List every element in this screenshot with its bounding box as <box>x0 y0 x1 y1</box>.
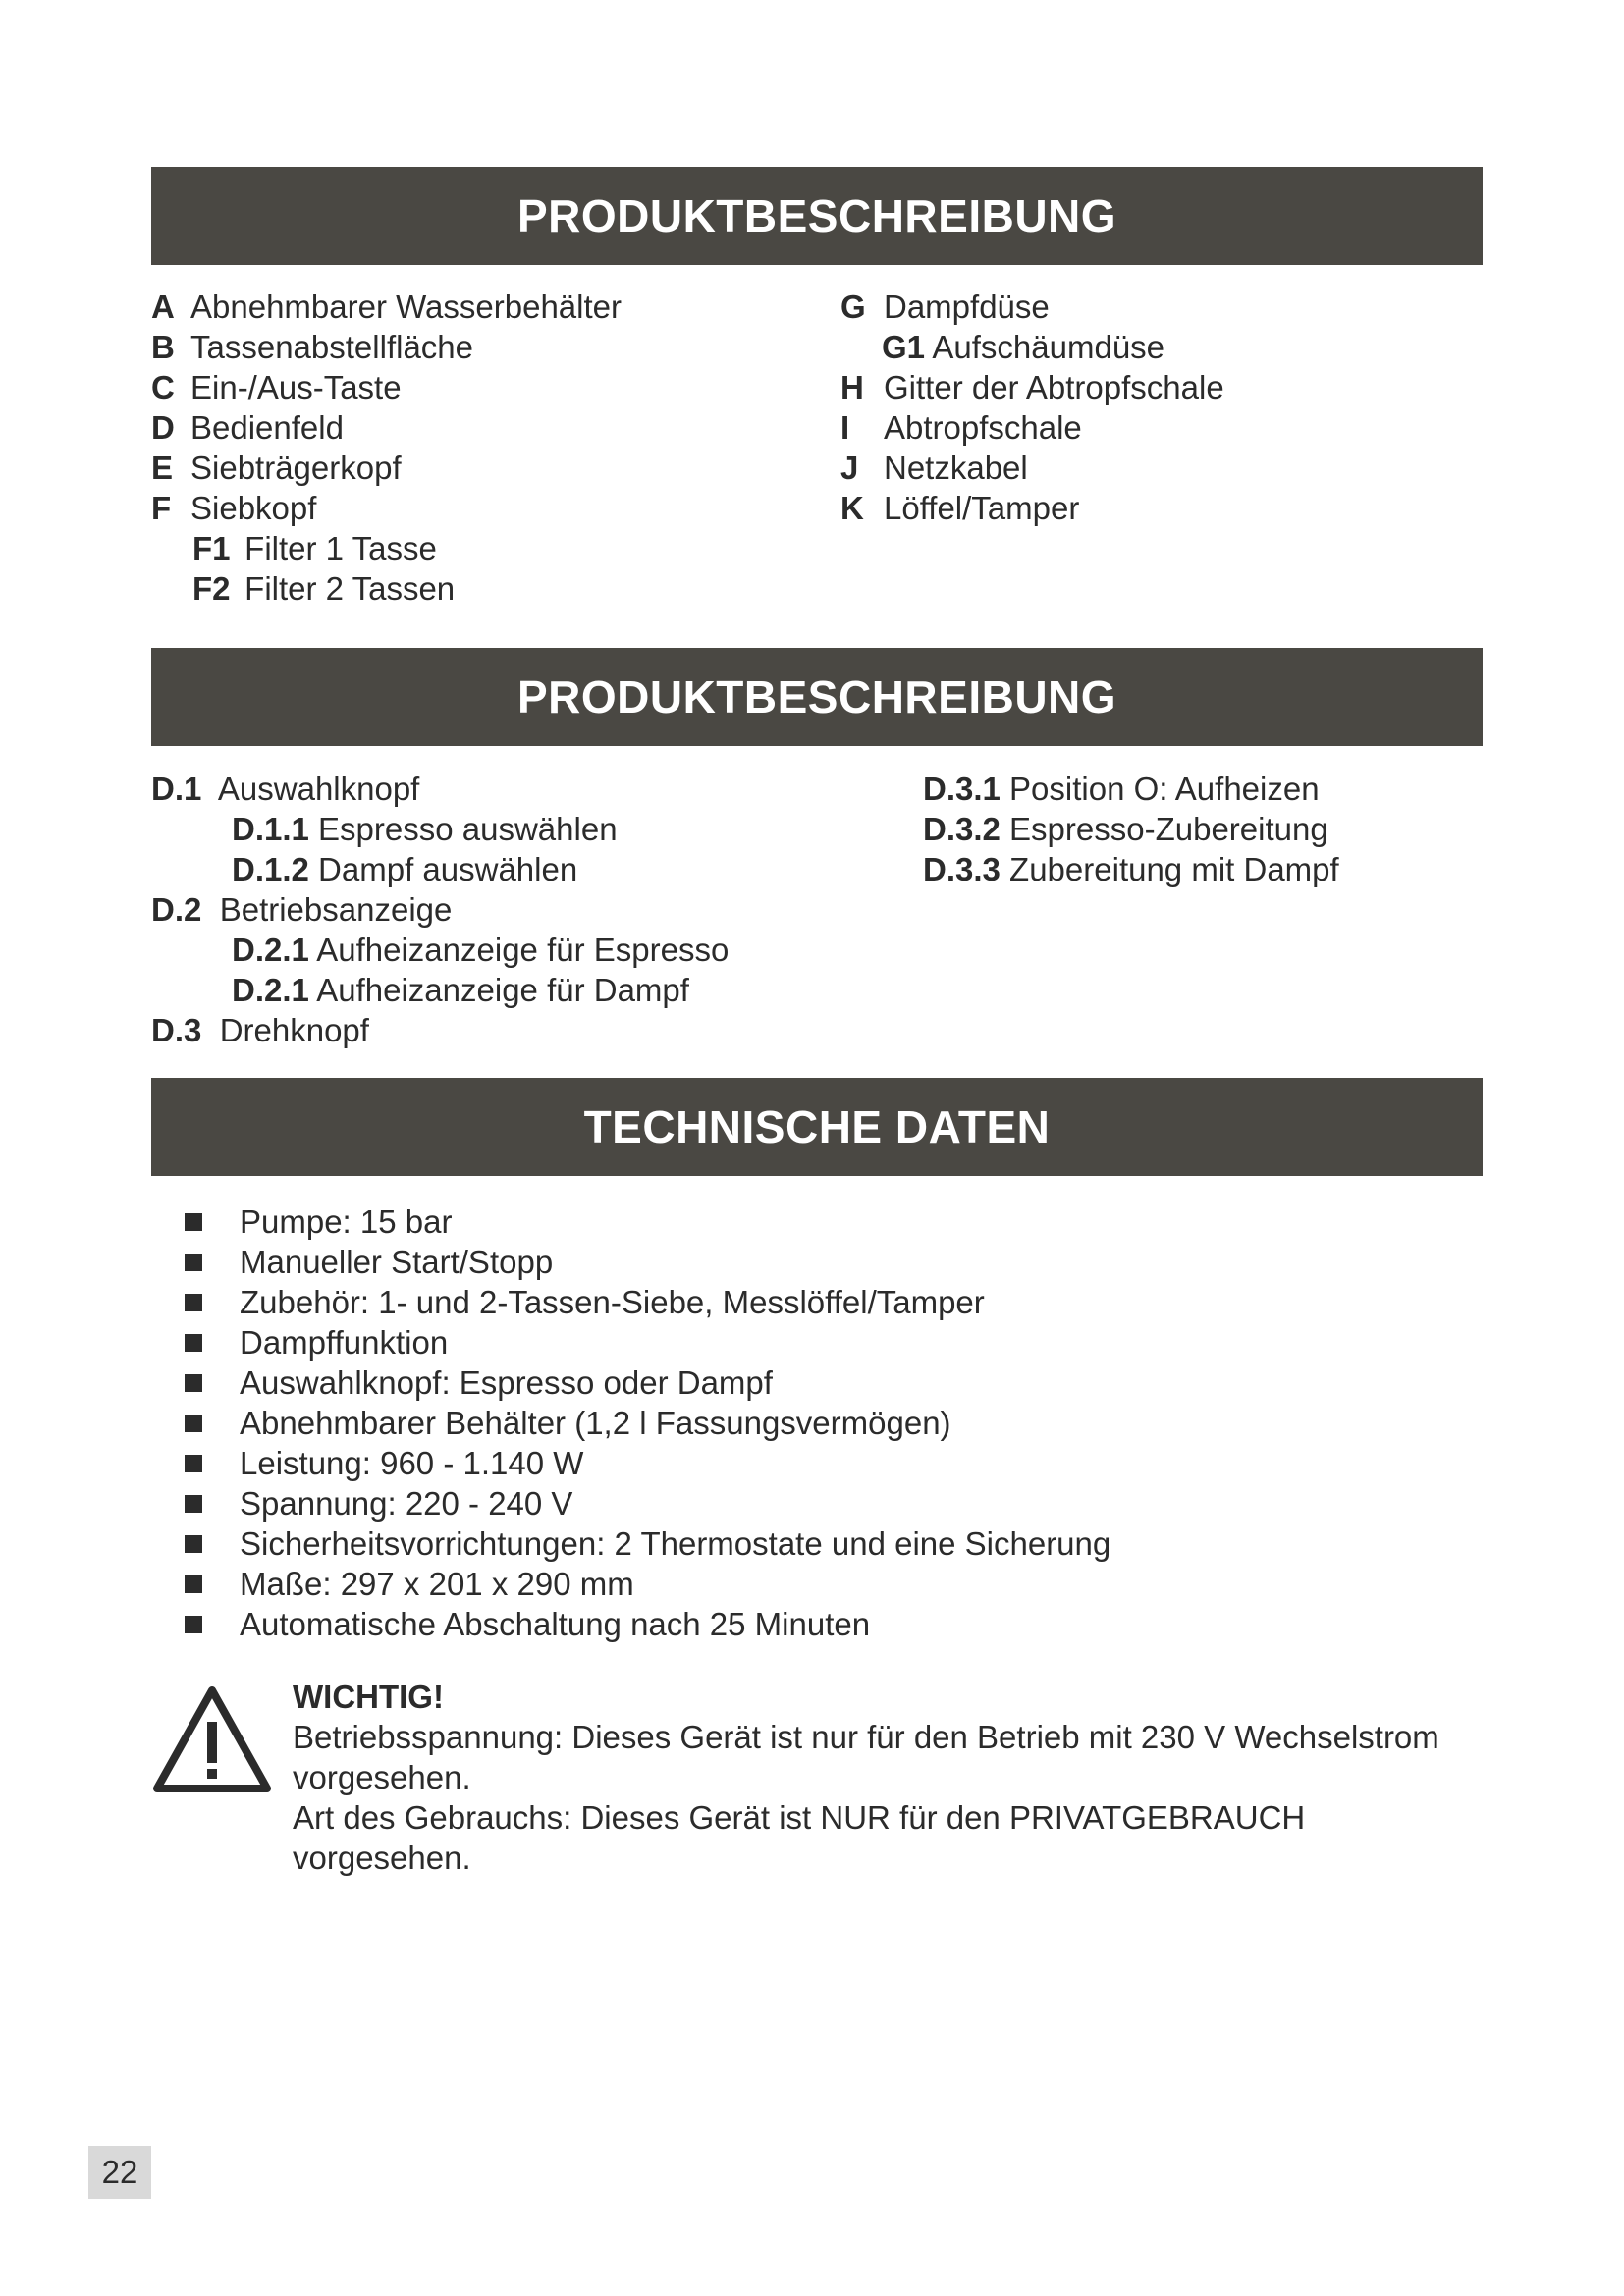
control-item-d2: D.2 Betriebsanzeige <box>151 891 453 928</box>
square-bullet-icon <box>185 1334 202 1352</box>
list-item: Pumpe: 15 bar <box>185 1201 1110 1242</box>
square-bullet-icon <box>185 1294 202 1311</box>
list-item: Leistung: 960 - 1.140 W <box>185 1443 1110 1483</box>
list-item: Abnehmbarer Behälter (1,2 l Fassungsvermögen) <box>185 1403 1110 1443</box>
part-item-j: J Netzkabel <box>840 450 1028 486</box>
technical-data-list <box>185 1201 1110 1644</box>
warning-triangle-icon <box>151 1684 273 1794</box>
part-item-b: B Tassenabstellfläche <box>151 329 474 365</box>
list-item: Sicherheitsvorrichtungen: 2 Thermostate und eine Sicherung <box>185 1523 1110 1564</box>
part-item-e: E Siebträgerkopf <box>151 450 402 486</box>
control-item-d21-espresso: D.2.1 Aufheizanzeige für Espresso <box>232 932 730 968</box>
list-item: Automatische Abschaltung nach 25 Minuten <box>185 1604 1110 1644</box>
part-item-k: K Löffel/Tamper <box>840 490 1080 526</box>
warning-line-usage: Art des Gebrauchs: Dieses Gerät ist NUR für den PRIVATGEBRAUCH vorgesehen. <box>293 1799 1306 1876</box>
page-number: 22 <box>88 2146 151 2199</box>
square-bullet-icon <box>185 1415 202 1432</box>
control-list-right <box>923 769 1339 889</box>
control-item-d31: D.3.1 Position O: Aufheizen <box>923 771 1320 807</box>
part-item-a: A Abnehmbarer Wasserbehälter <box>151 289 622 325</box>
section-heading-produktbeschreibung-2: PRODUKTBESCHREIBUNG <box>151 648 1483 746</box>
section-heading-produktbeschreibung-1: PRODUKTBESCHREIBUNG <box>151 167 1483 265</box>
list-item: Spannung: 220 - 240 V <box>185 1483 1110 1523</box>
warning-title: WICHTIG! <box>293 1679 444 1715</box>
parts-list-left <box>151 287 622 609</box>
square-bullet-icon <box>185 1495 202 1513</box>
part-item-f2: F2 Filter 2 Tassen <box>192 570 456 607</box>
part-item-f: F Siebkopf <box>151 490 317 526</box>
control-item-d12: D.1.2 Dampf auswählen <box>232 851 578 887</box>
part-item-c: C Ein-/Aus-Taste <box>151 369 402 405</box>
part-item-f1: F1 Filter 1 Tasse <box>192 530 437 566</box>
square-bullet-icon <box>185 1254 202 1271</box>
square-bullet-icon <box>185 1213 202 1231</box>
control-item-d21-dampf: D.2.1 Aufheizanzeige für Dampf <box>232 972 689 1008</box>
warning-line-voltage: Betriebsspannung: Dieses Gerät ist nur für den Betrieb mit 230 V Wechselstrom <box>293 1719 1439 1755</box>
control-list-left <box>151 769 729 1050</box>
part-item-h: H Gitter der Abtropfschale <box>840 369 1224 405</box>
section-heading-technische-daten: TECHNISCHE DATEN <box>151 1078 1483 1176</box>
list-item: Zubehör: 1- und 2-Tassen-Siebe, Messlöffel/Tamper <box>185 1282 1110 1322</box>
warning-line-voltage-cont: vorgesehen. <box>293 1759 471 1795</box>
square-bullet-icon <box>185 1455 202 1472</box>
control-item-d1: D.1 Auswahlknopf <box>151 771 420 807</box>
list-item: Auswahlknopf: Espresso oder Dampf <box>185 1362 1110 1403</box>
square-bullet-icon <box>185 1374 202 1392</box>
warning-notice <box>293 1677 1490 1878</box>
control-item-d33: D.3.3 Zubereitung mit Dampf <box>923 851 1339 887</box>
part-item-i: I Abtropfschale <box>840 409 1082 446</box>
part-item-g1: G1 Aufschäumdüse <box>882 329 1165 365</box>
list-item: Manueller Start/Stopp <box>185 1242 1110 1282</box>
square-bullet-icon <box>185 1535 202 1553</box>
square-bullet-icon <box>185 1575 202 1593</box>
list-item: Maße: 297 x 201 x 290 mm <box>185 1564 1110 1604</box>
list-item: Dampffunktion <box>185 1322 1110 1362</box>
parts-list-right <box>840 287 1224 528</box>
square-bullet-icon <box>185 1616 202 1633</box>
control-item-d3: D.3 Drehknopf <box>151 1012 369 1048</box>
part-item-g: G Dampfdüse <box>840 289 1050 325</box>
control-item-d11: D.1.1 Espresso auswählen <box>232 811 618 847</box>
part-item-d: D Bedienfeld <box>151 409 344 446</box>
control-item-d32: D.3.2 Espresso-Zubereitung <box>923 811 1328 847</box>
